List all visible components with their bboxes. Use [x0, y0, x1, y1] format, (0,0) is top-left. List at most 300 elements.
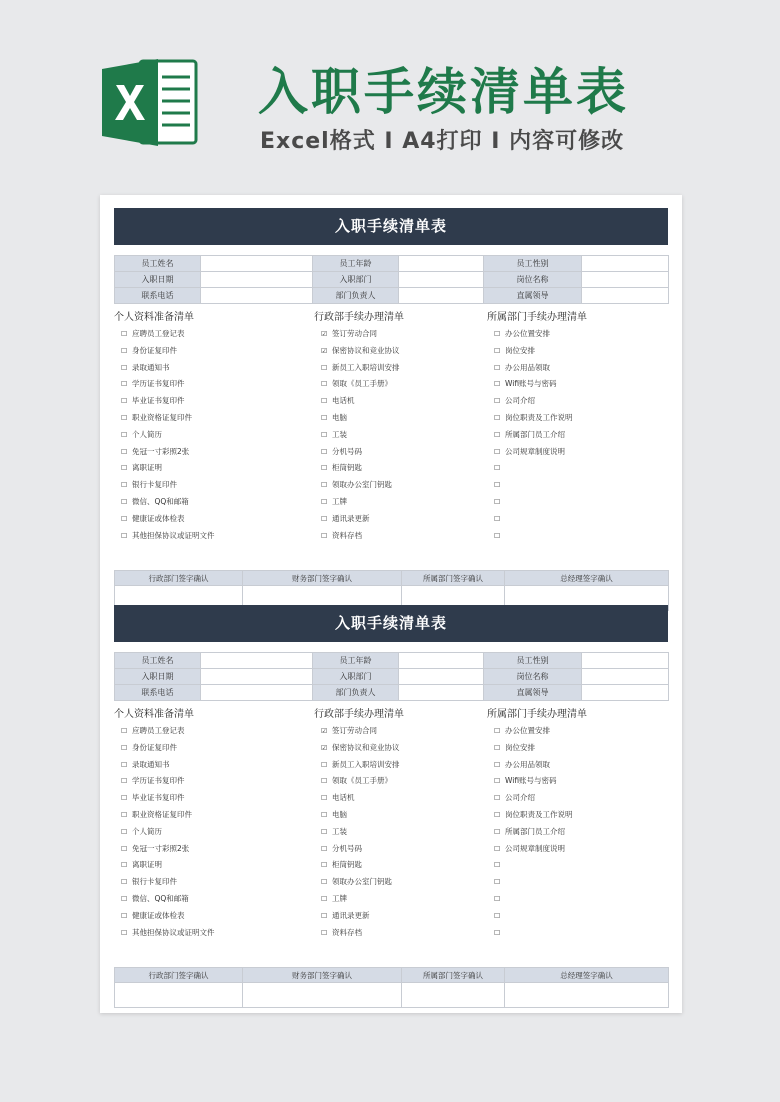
checkbox-icon[interactable]: ☐ — [321, 827, 328, 836]
checklist-item-label: 办公用品领取 — [505, 759, 550, 769]
checklist-item — [114, 444, 215, 461]
checklist-item-label: 其他担保协议或证明文件 — [132, 530, 215, 540]
info-row — [115, 288, 669, 304]
checkbox-icon[interactable]: ☐ — [321, 430, 328, 439]
checklist-item — [314, 393, 404, 410]
checkbox-icon[interactable]: ☐ — [321, 777, 328, 786]
header-banner — [0, 0, 780, 190]
form-title: 入职手续清单表 — [114, 605, 668, 642]
checklist-item — [114, 723, 215, 740]
info-label: 岗位名称 — [484, 272, 582, 288]
checkbox-icon[interactable]: ☐ — [494, 346, 501, 355]
checklist-item — [114, 757, 215, 774]
excel-logo-icon — [100, 55, 200, 150]
page-title: 入职手续清单表 — [258, 63, 629, 121]
checklist-item — [487, 477, 587, 494]
checklist-item-label: 其他担保协议或证明文件 — [132, 927, 215, 937]
checklist-item — [114, 790, 215, 807]
checklist-item-label: 微信、QQ和邮箱 — [132, 496, 189, 506]
checklist-item — [487, 891, 587, 908]
checkbox-icon[interactable]: ☐ — [121, 497, 128, 506]
checkbox-icon[interactable]: ☐ — [121, 447, 128, 456]
checkbox-icon[interactable]: ☐ — [494, 827, 501, 836]
checkbox-icon[interactable]: ☑ — [321, 727, 328, 735]
info-value-cell[interactable] — [399, 272, 484, 288]
page-subtitle: Excel格式 I A4打印 I 内容可修改 — [260, 129, 625, 154]
checklist-item-label: 领取办公室门钥匙 — [332, 480, 392, 490]
info-label: 部门负责人 — [313, 288, 399, 304]
checklist-item — [314, 528, 404, 545]
checkbox-icon[interactable]: ☐ — [121, 363, 128, 372]
checklist-item-label: 电脑 — [332, 809, 347, 819]
checklist-item — [314, 740, 404, 757]
checklist-item-label: 工牌 — [332, 496, 347, 506]
checklist-item-label: 通讯录更新 — [332, 910, 370, 920]
checklist-item — [314, 494, 404, 511]
checklist-item — [314, 773, 404, 790]
checklist-item — [114, 925, 215, 942]
checklist-item-label: 柜筒钥匙 — [332, 860, 362, 870]
checklist-item-label: 学历证书复印件 — [132, 379, 185, 389]
checklist-item — [487, 757, 587, 774]
checkbox-icon[interactable]: ☐ — [494, 911, 501, 920]
info-value-cell[interactable] — [582, 272, 669, 288]
checklist-item — [314, 460, 404, 477]
info-label: 员工姓名 — [115, 653, 201, 669]
checklist-item — [314, 410, 404, 427]
info-value-cell[interactable] — [399, 653, 484, 669]
checklist-item-label: 办公位置安排 — [505, 726, 550, 735]
info-label: 入职日期 — [115, 669, 201, 685]
checklists — [114, 310, 668, 570]
checkbox-icon[interactable]: ☐ — [494, 794, 501, 803]
checkbox-icon[interactable]: ☐ — [494, 760, 501, 769]
checkbox-icon[interactable]: ☐ — [121, 346, 128, 355]
checklist-item — [114, 891, 215, 908]
checklist-item — [314, 824, 404, 841]
info-row — [115, 272, 669, 288]
checklist-item-label: 工牌 — [332, 893, 347, 903]
info-value-cell[interactable] — [582, 685, 669, 701]
checkbox-icon[interactable]: ☐ — [494, 531, 501, 540]
checkbox-icon[interactable]: ☐ — [121, 397, 128, 406]
checkbox-icon[interactable]: ☐ — [494, 464, 501, 473]
checklist-item-label: 资料存档 — [332, 530, 362, 540]
checklist-item — [114, 511, 215, 528]
info-label: 入职部门 — [313, 669, 399, 685]
checklist-column — [487, 707, 587, 941]
checklist-item — [114, 908, 215, 925]
info-label: 入职日期 — [115, 272, 201, 288]
checklist-form — [114, 605, 668, 1008]
document-sheet — [100, 195, 682, 1013]
checkbox-icon[interactable]: ☐ — [121, 430, 128, 439]
info-label: 员工年龄 — [313, 653, 399, 669]
info-value-cell[interactable] — [201, 653, 313, 669]
checklist-item-label: 领取《员工手册》 — [332, 776, 392, 786]
checklist-item-label: 所属部门员工介绍 — [505, 826, 565, 836]
info-label: 员工姓名 — [115, 256, 201, 272]
checklist-column — [114, 310, 215, 544]
checkbox-icon[interactable]: ☐ — [321, 397, 328, 406]
checklist-item-label: 离职证明 — [132, 860, 162, 870]
checkbox-icon[interactable]: ☐ — [321, 861, 328, 870]
checkbox-icon[interactable]: ☐ — [121, 464, 128, 473]
checklist-item — [114, 528, 215, 545]
checklist-item-label: 个人简历 — [132, 429, 162, 439]
checklist-item — [314, 326, 404, 343]
checkbox-icon[interactable]: ☐ — [121, 413, 128, 422]
info-label: 员工年龄 — [313, 256, 399, 272]
checklist-item — [314, 925, 404, 942]
checklist-item — [114, 807, 215, 824]
form-title: 入职手续清单表 — [114, 208, 668, 245]
checklist-item — [487, 494, 587, 511]
checklist-item — [314, 511, 404, 528]
info-value-cell[interactable] — [582, 669, 669, 685]
checklist-item — [487, 773, 587, 790]
checklist-item — [314, 841, 404, 858]
info-value-cell[interactable] — [399, 669, 484, 685]
checklist-item-label: 离职证明 — [132, 463, 162, 473]
checklist-item — [487, 857, 587, 874]
info-value-cell[interactable] — [399, 288, 484, 304]
checklist-item — [114, 410, 215, 427]
checkbox-icon[interactable]: ☐ — [321, 531, 328, 540]
checkbox-icon[interactable]: ☐ — [494, 861, 501, 870]
checklist-item-label: 工装 — [332, 429, 347, 439]
checklist-item-label: 毕业证书复印件 — [132, 396, 185, 406]
info-value-cell[interactable] — [201, 288, 313, 304]
checkbox-icon[interactable]: ☐ — [121, 777, 128, 786]
info-label: 联系电话 — [115, 685, 201, 701]
checklist-item — [487, 343, 587, 360]
checkbox-icon[interactable]: ☐ — [121, 760, 128, 769]
checkbox-icon[interactable]: ☐ — [321, 481, 328, 490]
checkbox-icon[interactable]: ☑ — [321, 743, 328, 752]
info-value-cell[interactable] — [582, 256, 669, 272]
checkbox-icon[interactable]: ☐ — [494, 413, 501, 422]
checklist-column — [487, 310, 587, 544]
checkbox-icon[interactable]: ☐ — [494, 743, 501, 752]
checklist-item-label: 健康证或体检表 — [132, 513, 185, 523]
checklist-item — [114, 740, 215, 757]
checklist-item-label: 办公位置安排 — [505, 329, 550, 338]
checklist-item — [487, 824, 587, 841]
checklist-item — [114, 326, 215, 343]
signature-table — [114, 967, 669, 1008]
checklist-item — [114, 477, 215, 494]
checkbox-icon[interactable]: ☐ — [494, 928, 501, 937]
checklist-item-label: 分机号码 — [332, 843, 362, 853]
checklist-item — [314, 790, 404, 807]
checklist-item-label: 岗位职责及工作说明 — [505, 809, 573, 819]
checklist-item — [487, 740, 587, 757]
checklist-item — [114, 376, 215, 393]
checklist-item — [487, 460, 587, 477]
checklist-heading: 个人资料准备清单 — [114, 312, 194, 323]
signature-label: 总经理签字确认 — [505, 571, 669, 586]
info-value-cell[interactable] — [201, 669, 313, 685]
checklist-item — [114, 494, 215, 511]
checkbox-icon[interactable]: ☐ — [121, 928, 128, 937]
checklist-item — [314, 427, 404, 444]
checklist-item — [314, 723, 404, 740]
checkbox-icon[interactable]: ☐ — [121, 330, 128, 338]
signature-cell[interactable] — [505, 983, 669, 1008]
checklist-item-label: 微信、QQ和邮箱 — [132, 893, 189, 903]
info-row — [115, 256, 669, 272]
signature-label: 所属部门签字确认 — [402, 571, 505, 586]
checklist-item-label: 领取办公室门钥匙 — [332, 877, 392, 887]
info-label: 岗位名称 — [484, 669, 582, 685]
checklist-item — [487, 326, 587, 343]
checklist-item-label: 分机号码 — [332, 446, 362, 456]
checkbox-icon[interactable]: ☐ — [121, 794, 128, 803]
checklist-item — [487, 723, 587, 740]
info-value-cell[interactable] — [399, 256, 484, 272]
checklist-item — [487, 790, 587, 807]
checkbox-icon[interactable]: ☐ — [321, 464, 328, 473]
checkbox-icon[interactable]: ☐ — [494, 777, 501, 786]
signature-label: 总经理签字确认 — [505, 968, 669, 983]
checklist-item-label: 职业资格证复印件 — [132, 809, 192, 819]
checklist-item — [314, 477, 404, 494]
info-label: 员工性别 — [484, 256, 582, 272]
checkbox-icon[interactable]: ☐ — [321, 911, 328, 920]
checklist-item-label: 岗位职责及工作说明 — [505, 412, 573, 422]
checklist-item-label: 保密协议和竞业协议 — [332, 742, 400, 752]
checklist-item-label: 个人简历 — [132, 826, 162, 836]
signature-label: 所属部门签字确认 — [402, 968, 505, 983]
checklist-item-label: 身份证复印件 — [132, 742, 177, 752]
checkbox-icon[interactable]: ☐ — [121, 844, 128, 853]
checklist-item — [314, 444, 404, 461]
signature-label: 财务部门签字确认 — [243, 571, 402, 586]
checklist-item-label: 录取通知书 — [132, 759, 170, 769]
info-value-cell[interactable] — [582, 288, 669, 304]
checklist-heading: 个人资料准备清单 — [114, 709, 194, 720]
checklist-item — [114, 874, 215, 891]
checklist-item — [487, 410, 587, 427]
checklist-heading: 所属部门手续办理清单 — [487, 312, 587, 323]
checklist-item — [314, 908, 404, 925]
checklist-item-label: 资料存档 — [332, 927, 362, 937]
employee-info-table — [114, 652, 669, 701]
info-value-cell[interactable] — [201, 256, 313, 272]
checklist-item — [314, 874, 404, 891]
checklist-item-label: 毕业证书复印件 — [132, 793, 185, 803]
checkbox-icon[interactable]: ☐ — [121, 727, 128, 735]
info-row — [115, 653, 669, 669]
checkbox-icon[interactable]: ☐ — [321, 810, 328, 819]
checkbox-icon[interactable]: ☐ — [494, 330, 501, 338]
checklist-item — [487, 427, 587, 444]
checkbox-icon[interactable]: ☐ — [121, 514, 128, 523]
checkbox-icon[interactable]: ☐ — [321, 497, 328, 506]
checklist-item — [114, 773, 215, 790]
checklist-item — [487, 511, 587, 528]
checkbox-icon[interactable]: ☐ — [494, 810, 501, 819]
checklist-item-label: 保密协议和竞业协议 — [332, 345, 400, 355]
checklist-item — [487, 908, 587, 925]
checklist-item-label: 录取通知书 — [132, 362, 170, 372]
checklist-item — [114, 360, 215, 377]
checkbox-icon[interactable]: ☐ — [121, 894, 128, 903]
info-label: 联系电话 — [115, 288, 201, 304]
checklist-item — [487, 841, 587, 858]
checklist-item-label: Wifi账号与密码 — [505, 379, 557, 389]
checklist-item — [487, 376, 587, 393]
checkbox-icon[interactable]: ☐ — [121, 743, 128, 752]
checkbox-icon[interactable]: ☐ — [494, 878, 501, 887]
checkbox-icon[interactable]: ☑ — [321, 346, 328, 355]
checklist-item — [114, 427, 215, 444]
checkbox-icon[interactable]: ☐ — [321, 413, 328, 422]
checklist-column — [314, 310, 404, 544]
signature-label: 财务部门签字确认 — [243, 968, 402, 983]
checklist-item-label: 免冠一寸彩照2张 — [132, 843, 190, 853]
checkbox-icon[interactable]: ☐ — [321, 447, 328, 456]
checklist-item — [487, 807, 587, 824]
signature-cell[interactable] — [402, 983, 505, 1008]
checklist-heading: 行政部手续办理清单 — [314, 709, 404, 720]
info-value-cell[interactable] — [582, 653, 669, 669]
employee-info-table — [114, 255, 669, 304]
checklist-item-label: 银行卡复印件 — [132, 877, 177, 887]
checklist-item — [487, 360, 587, 377]
checkbox-icon[interactable]: ☐ — [121, 531, 128, 540]
info-value-cell[interactable] — [201, 685, 313, 701]
checklist-column — [114, 707, 215, 941]
checkbox-icon[interactable]: ☐ — [321, 760, 328, 769]
checklist-item — [114, 343, 215, 360]
checklist-item-label: 电话机 — [332, 396, 355, 406]
checkbox-icon[interactable]: ☑ — [321, 330, 328, 338]
checklist-item-label: 应聘员工登记表 — [132, 329, 185, 338]
info-label: 入职部门 — [313, 272, 399, 288]
checkbox-icon[interactable]: ☐ — [321, 844, 328, 853]
checklist-item — [114, 393, 215, 410]
checkbox-icon[interactable]: ☐ — [494, 497, 501, 506]
checklist-item-label: 通讯录更新 — [332, 513, 370, 523]
checklist-item-label: 公司规章制度说明 — [505, 843, 565, 853]
checklist-item-label: 公司介绍 — [505, 396, 535, 406]
checklist-item-label: 公司介绍 — [505, 793, 535, 803]
checkbox-icon[interactable]: ☐ — [494, 727, 501, 735]
checkbox-icon[interactable]: ☐ — [494, 447, 501, 456]
checklist-column — [314, 707, 404, 941]
checkbox-icon[interactable]: ☐ — [121, 380, 128, 389]
checkbox-icon[interactable]: ☐ — [321, 380, 328, 389]
info-label: 部门负责人 — [313, 685, 399, 701]
checklist-heading: 行政部手续办理清单 — [314, 312, 404, 323]
checklist-item-label: 免冠一寸彩照2张 — [132, 446, 190, 456]
checklist-item — [487, 528, 587, 545]
checklist-item-label: 职业资格证复印件 — [132, 412, 192, 422]
checklist-item — [487, 444, 587, 461]
checkbox-icon[interactable]: ☐ — [494, 430, 501, 439]
checkbox-icon[interactable]: ☐ — [321, 928, 328, 937]
checkbox-icon[interactable]: ☐ — [321, 514, 328, 523]
checkbox-icon[interactable]: ☐ — [494, 397, 501, 406]
signature-label: 行政部门签字确认 — [115, 571, 243, 586]
info-value-cell[interactable] — [399, 685, 484, 701]
checklist-item — [314, 807, 404, 824]
checklist-item — [114, 460, 215, 477]
info-row — [115, 685, 669, 701]
checklist-item-label: 所属部门员工介绍 — [505, 429, 565, 439]
info-label: 员工性别 — [484, 653, 582, 669]
checkbox-icon[interactable]: ☐ — [121, 810, 128, 819]
checkbox-icon[interactable]: ☐ — [321, 794, 328, 803]
checklist-item-label: 公司规章制度说明 — [505, 446, 565, 456]
checklist-item-label: 签订劳动合同 — [332, 329, 377, 338]
checklist-item — [487, 393, 587, 410]
checklist-item — [314, 757, 404, 774]
checklist-item-label: 签订劳动合同 — [332, 726, 377, 735]
checklist-item — [314, 343, 404, 360]
checklist-item — [314, 891, 404, 908]
checkbox-icon[interactable]: ☐ — [121, 878, 128, 887]
checkbox-icon[interactable]: ☐ — [494, 481, 501, 490]
checkbox-icon[interactable]: ☐ — [494, 894, 501, 903]
checklist-item — [487, 874, 587, 891]
checklist-item-label: 电话机 — [332, 793, 355, 803]
checklist-item-label: 银行卡复印件 — [132, 480, 177, 490]
checklist-item-label: 工装 — [332, 826, 347, 836]
signature-cell[interactable] — [243, 983, 402, 1008]
checklist-item-label: 健康证或体检表 — [132, 910, 185, 920]
checklist-item-label: 办公用品领取 — [505, 362, 550, 372]
checkbox-icon[interactable]: ☐ — [321, 894, 328, 903]
checklists — [114, 707, 668, 967]
checkbox-icon[interactable]: ☐ — [494, 514, 501, 523]
checkbox-icon[interactable]: ☐ — [121, 481, 128, 490]
checklist-item-label: 电脑 — [332, 412, 347, 422]
checklist-form — [114, 208, 668, 611]
checkbox-icon[interactable]: ☐ — [494, 363, 501, 372]
checkbox-icon[interactable]: ☐ — [121, 861, 128, 870]
checklist-item-label: 柜筒钥匙 — [332, 463, 362, 473]
checklist-item-label: Wifi账号与密码 — [505, 776, 557, 786]
checkbox-icon[interactable]: ☐ — [121, 911, 128, 920]
checklist-item-label: 新员工入职培训安排 — [332, 759, 400, 769]
checkbox-icon[interactable]: ☐ — [494, 844, 501, 853]
checklist-item-label: 身份证复印件 — [132, 345, 177, 355]
signature-cell[interactable] — [115, 983, 243, 1008]
checkbox-icon[interactable]: ☐ — [494, 380, 501, 389]
info-label: 直属领导 — [484, 685, 582, 701]
checkbox-icon[interactable]: ☐ — [321, 878, 328, 887]
info-value-cell[interactable] — [201, 272, 313, 288]
checklist-item — [314, 376, 404, 393]
checklist-item — [114, 857, 215, 874]
checkbox-icon[interactable]: ☐ — [121, 827, 128, 836]
checklist-item-label: 岗位安排 — [505, 345, 535, 355]
signature-label: 行政部门签字确认 — [115, 968, 243, 983]
checklist-item — [114, 824, 215, 841]
info-label: 直属领导 — [484, 288, 582, 304]
checklist-item-label: 岗位安排 — [505, 742, 535, 752]
checklist-item — [487, 925, 587, 942]
checklist-item — [114, 841, 215, 858]
checklist-item-label: 学历证书复印件 — [132, 776, 185, 786]
checklist-item-label: 新员工入职培训安排 — [332, 362, 400, 372]
checkbox-icon[interactable]: ☐ — [321, 363, 328, 372]
checklist-item-label: 应聘员工登记表 — [132, 726, 185, 735]
checklist-heading: 所属部门手续办理清单 — [487, 709, 587, 720]
